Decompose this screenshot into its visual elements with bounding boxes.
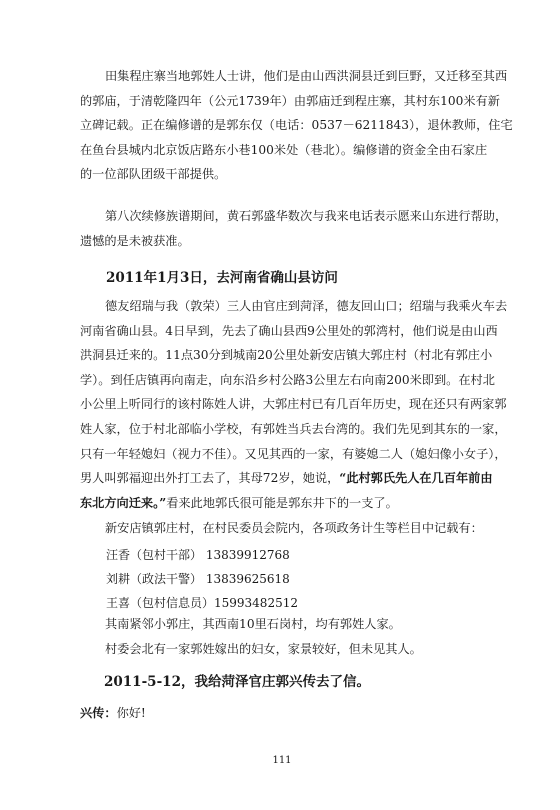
text-line: 新安店镇郭庄村，在村民委员会院内，各项政务计生等栏目中记载有：	[105, 521, 483, 535]
text-segment: 男人叫郭福迎出外打工去了，其母72岁，她说，	[80, 471, 340, 486]
text-line: 田集程庄寨当地郭姓人士讲，他们是由山西洪洞县迁到巨野，又迁移至其西	[105, 69, 508, 83]
text-line: 只有一年轻媳妇（视力不佳）。又见其西的一家，有婆媳二人（媳妇像小女子），	[80, 446, 507, 461]
text-segment: 看来此地郭氏很可能是郭东井下的一支了。	[166, 495, 398, 510]
text-line: 的郭庙，于清乾隆四年（公元1739年）由郭庙迁到程庄寨，其村东100米有新	[80, 93, 500, 108]
contact-entry: 刘耕（政法干警） 13839625618	[106, 572, 290, 586]
text-line: 学）。到任店镇再向南走，向东沿乡村公路3公里左右向南200米即到。在村北	[80, 372, 495, 387]
text-line: 小公里上听同行的该村陈姓人讲，大郭庄村已有几百年历史，现在还只有两家郭	[80, 397, 507, 412]
page-number: 111	[272, 755, 292, 766]
text-line: 立碑记载。正在编修谱的是郭东仅（电话：0537－6211843），退休教师，住宅	[80, 118, 513, 133]
text-line: 其南紧邻小郭庄，其西南10里石岗村，均有郭姓人家。	[105, 617, 401, 631]
text-line: 姓人家，位于村北部临小学校，有郭姓当兵去台湾的。我们先见到其东的一家，	[80, 421, 507, 436]
section-heading-queshan: 2011年1月3日，去河南省确山县访问	[106, 270, 338, 286]
text-line	[80, 466, 493, 491]
paragraph-chengzhuangzhai	[80, 64, 513, 187]
section-heading-letter: 2011-5-12，我给菏泽官庄郭兴传去了信。	[104, 674, 370, 690]
text-line: 遗憾的是未被获准。	[80, 233, 190, 248]
text-line: 第八次续修族谱期间，黄石郭盛华数次与我来电话表示愿来山东进行帮助，	[105, 209, 508, 223]
text-line: 在鱼台县城内北京饭店路东小巷100米处（巷北）。编修谱的资金全由石家庄	[80, 142, 488, 157]
paragraph-revision-period	[80, 204, 508, 253]
contact-entry: 汪香（包村干部） 13839912768	[106, 548, 290, 562]
quote-text: “此村郭氏先人在几百年前由	[339, 471, 493, 486]
quote-text: 东北方向迁来。”	[80, 495, 167, 510]
letter-greeting	[80, 704, 146, 721]
text-line: 德友绍瑞与我（敦荣）三人由官庄到菏泽，德友回山口；绍瑞与我乘火车去	[105, 299, 508, 313]
paragraph-village-records	[80, 516, 483, 541]
text-line: 洪洞县迁来的。11点30分到城南20公里处新安店镇大郭庄村（村北有郭庄小	[80, 348, 493, 363]
text-line	[80, 491, 476, 516]
paragraph-queshan-visit	[80, 294, 508, 515]
text-line: 的一位部队团级干部提供。	[80, 167, 227, 182]
text-line: 河南省确山县。4日早到，先去了确山县西9公里处的郭湾村，他们说是由山西	[80, 323, 498, 338]
contact-entry: 王喜（包村信息员）15993482512	[106, 596, 298, 610]
paragraph-nearby-villages	[80, 612, 476, 661]
text-line: 村委会北有一家郭姓嫁出的妇女，家景较好，但未见其人。	[105, 641, 422, 656]
greeting-name: 兴传：	[80, 706, 117, 720]
greeting-text: 你好!	[116, 706, 146, 720]
